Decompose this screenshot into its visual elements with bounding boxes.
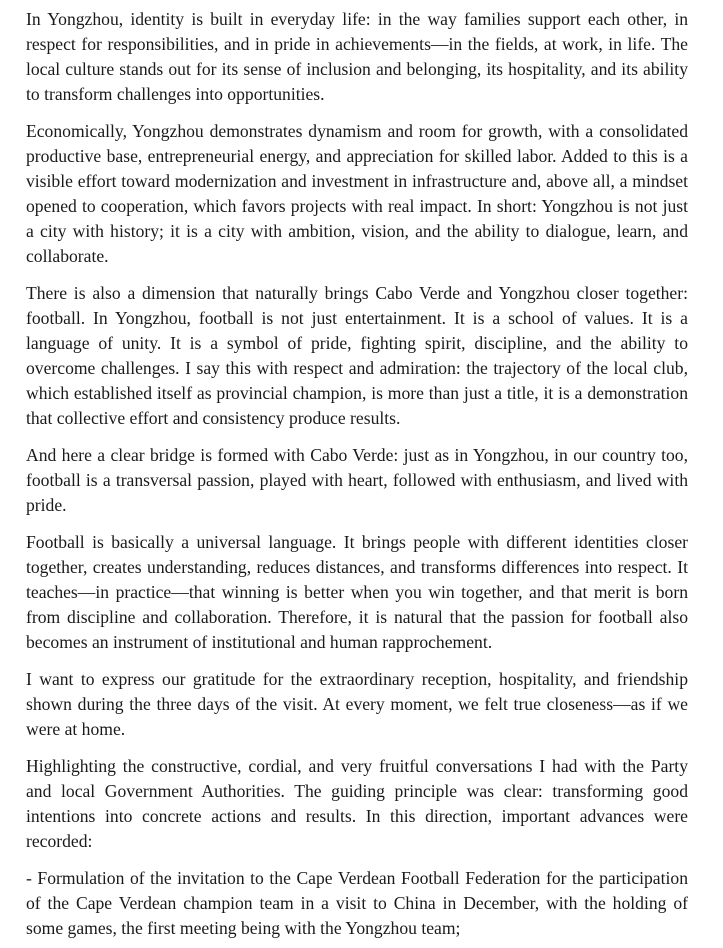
list-item-invitation: - Formulation of the invitation to the Cape Verdean Football Federation for the participation of the Cape Verdean champion team in a visit to China in December, with the holding of some games, the first meeting being with the Yongzhou team; xyxy=(26,868,688,938)
paragraph-economy: Economically, Yongzhou demonstrates dynamism and room for growth, with a consolidated productive base, entrepreneurial energy, and appreciation for skilled labor. Added to this is a visible effort toward modernization and investment in infrastructure and, above all, a mindset opened to cooperation, which favors projects with real impact. In short: Yongzhou is not just a city with history; it is a city with ambition, vision, and the ability to dialogue, learn, and collaborate. xyxy=(26,121,688,266)
paragraph-universal-language: Football is basically a universal language. It brings people with different identities closer together, creates understanding, reduces distances, and transforms differences into respect. It teaches—in practice—that winning is better when you win together, and that merit is born from discipline and collaboration. Therefore, it is natural that the passion for football also becomes an instrument of institutional and human rapprochement. xyxy=(26,532,688,652)
paragraph-bridge-cabo-verde: And here a clear bridge is formed with Cabo Verde: just as in Yongzhou, in our country too, football is a transversal passion, played with heart, followed with enthusiasm, and lived with pride. xyxy=(26,445,688,515)
paragraph-football-dimension: There is also a dimension that naturally brings Cabo Verde and Yongzhou closer together: football. In Yongzhou, football is not just entertainment. It is a school of values. It is a language of unity. It is a symbol of pride, fighting spirit, discipline, and the ability to overcome challenges. I say this with respect and admiration: the trajectory of the local club, which established itself as provincial champion, is more than just a title, it is a demonstration that collective effort and consistency produce results. xyxy=(26,283,688,428)
paragraph-gratitude: I want to express our gratitude for the extraordinary reception, hospitality, and friendship shown during the three days of the visit. At every moment, we felt true closeness—as if we were at home. xyxy=(26,669,688,739)
paragraph-identity: In Yongzhou, identity is built in everyday life: in the way families support each other, in respect for responsibilities, and in pride in achievements—in the fields, at work, in life. The local culture stands out for its sense of inclusion and belonging, its hospitality, and its ability to transform challenges into opportunities. xyxy=(26,9,688,104)
paragraph-conversations: Highlighting the constructive, cordial, and very fruitful conversations I had with the Party and local Government Authorities. The guiding principle was clear: transforming good intentions into concrete actions and results. In this direction, important advances were recorded: xyxy=(26,756,688,851)
document-page xyxy=(26,7,688,941)
